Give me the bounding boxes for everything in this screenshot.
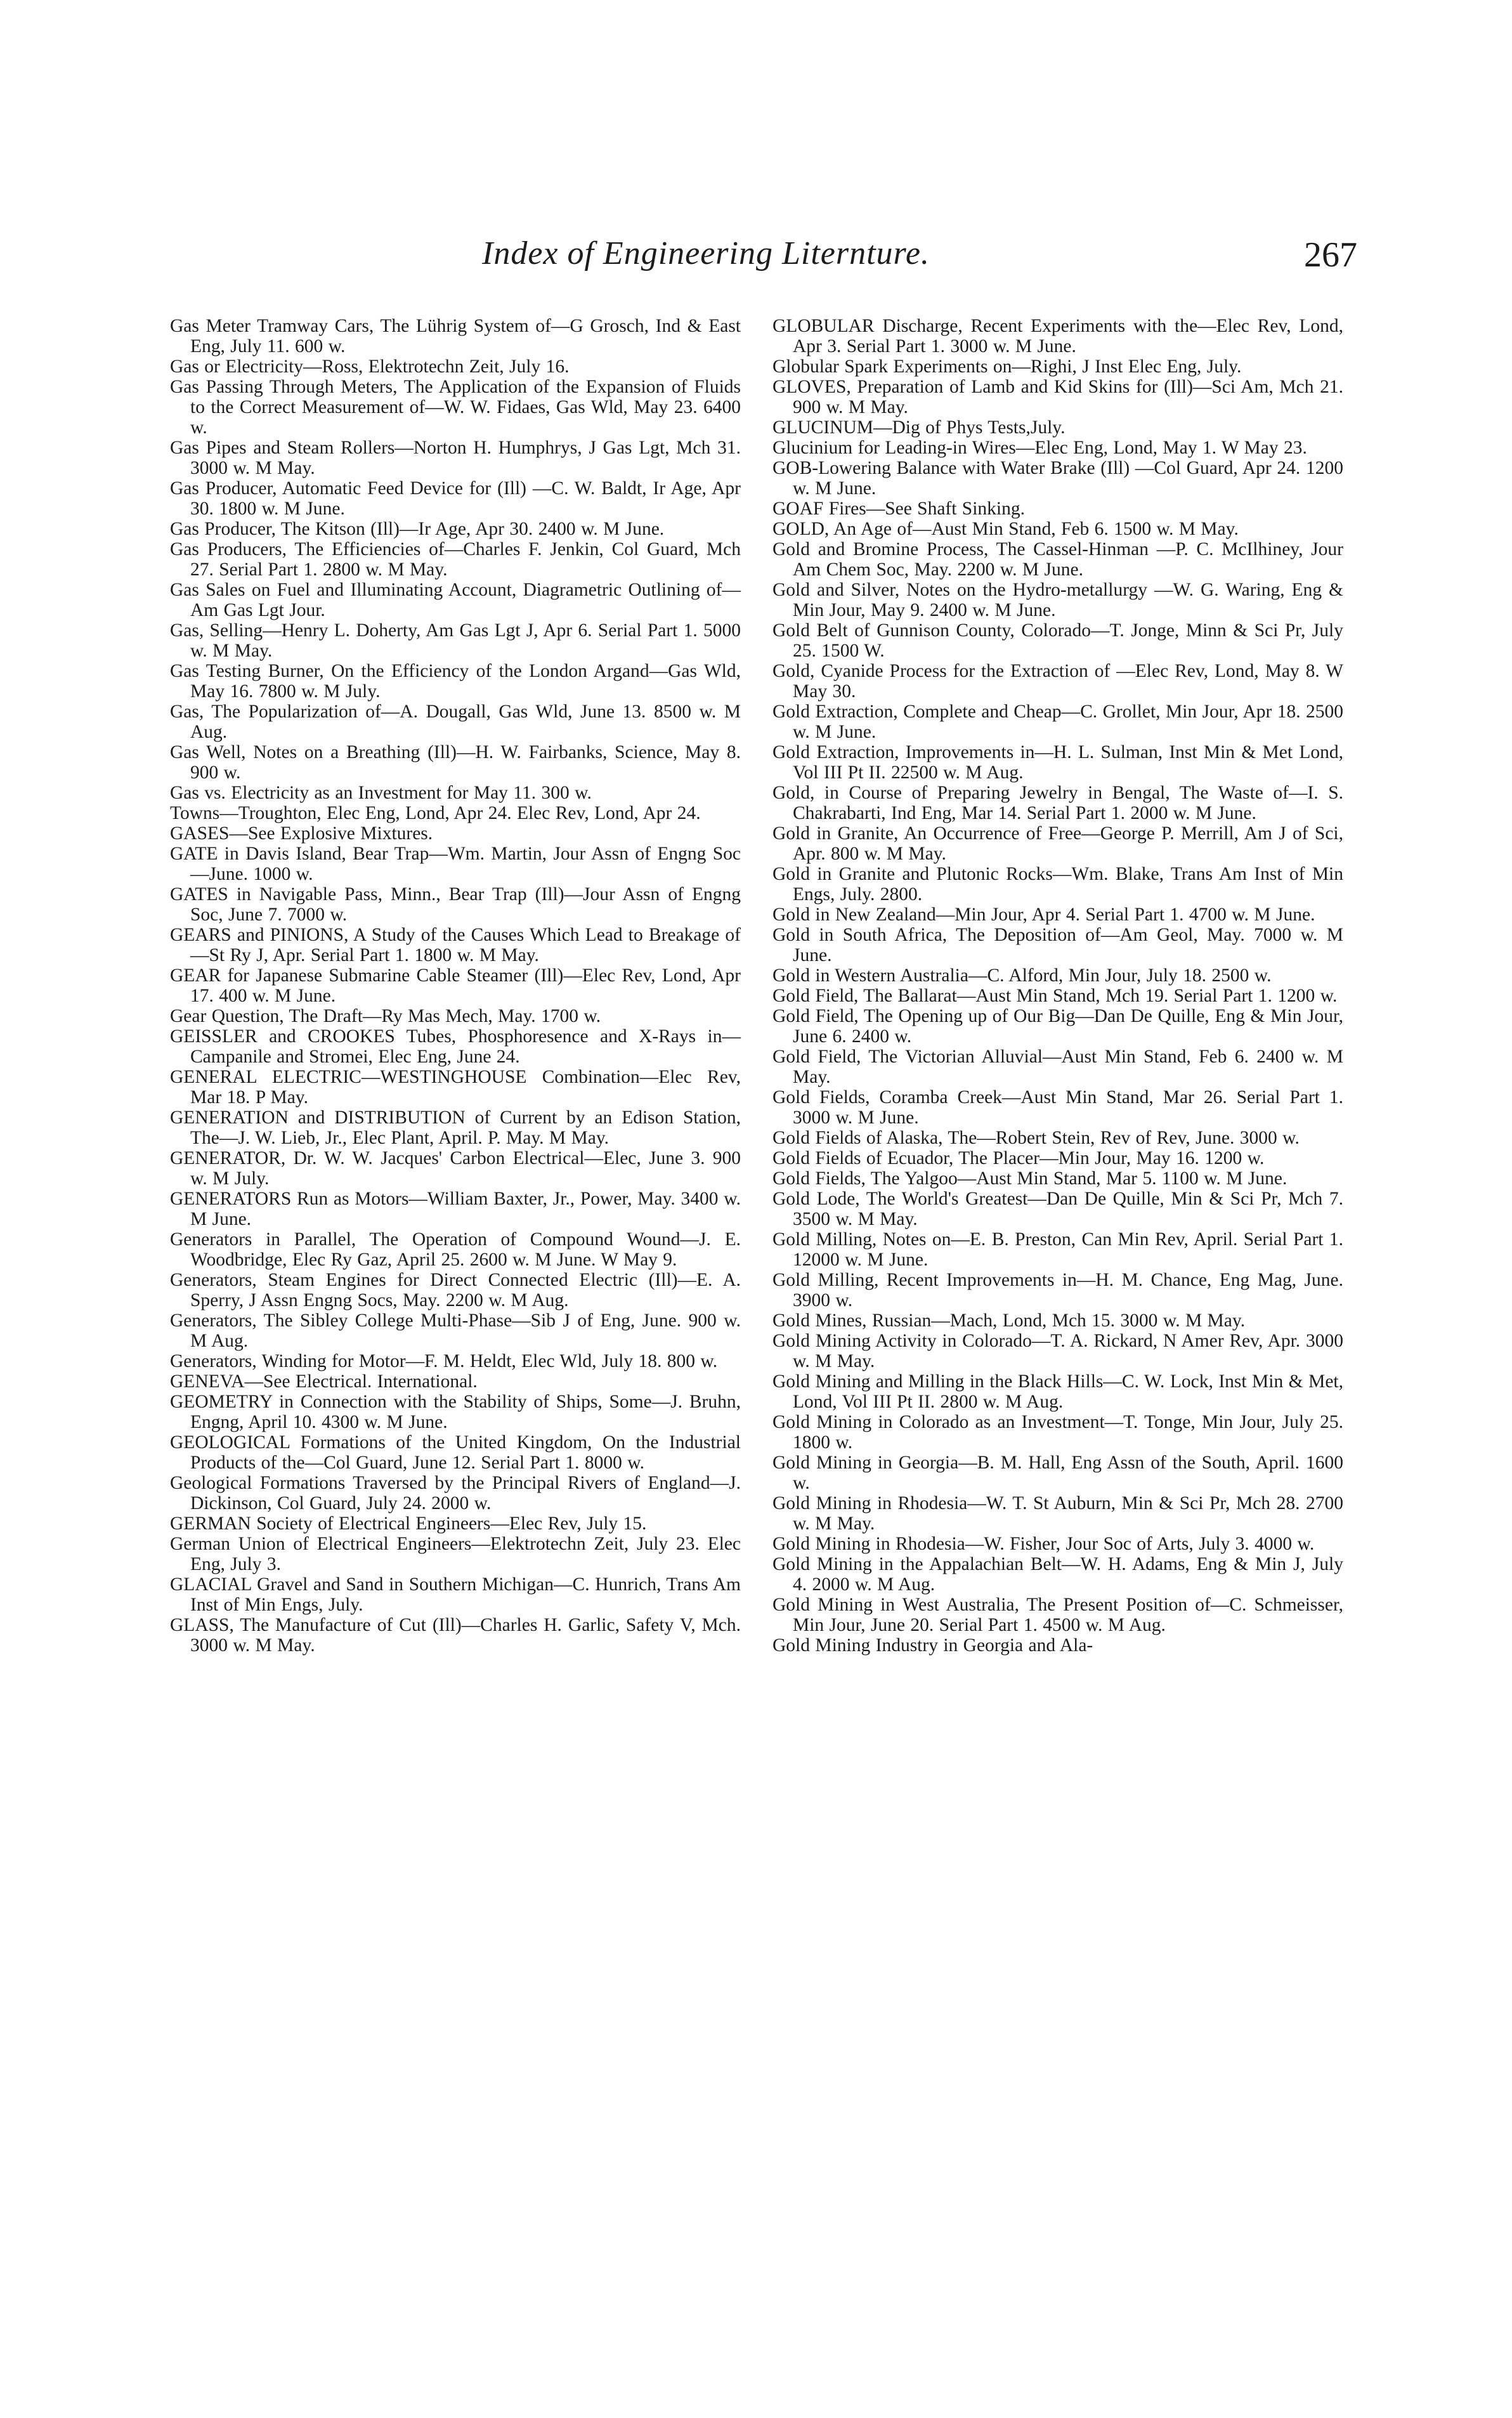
index-entry: GEARS and PINIONS, A Study of the Causes Which Lead to Breakage of—St Ry J, Apr. Serial Part 1. 1800 w. M May.	[170, 925, 741, 965]
index-entry: Globular Spark Experiments on—Righi, J Inst Elec Eng, July.	[772, 356, 1242, 377]
index-entry: Geological Formations Traversed by the Principal Rivers of England—J. Dickinson, Col Guard, July 24. 2000 w.	[170, 1473, 741, 1513]
index-entry: Gold and Bromine Process, The Cassel-Hinman —P. C. McIlhiney, Jour Am Chem Soc, May. 2200 w. M June.	[772, 539, 1343, 580]
index-entry: Gold Mining in Rhodesia—W. T. St Auburn, Min & Sci Pr, Mch 28. 2700 w. M May.	[772, 1493, 1343, 1534]
index-entry: Gold Mining in West Australia, The Present Position of—C. Schmeisser, Min Jour, June 20. Serial Part 1. 4500 w. M Aug.	[772, 1595, 1343, 1635]
index-entry: Gold Mines, Russian—Mach, Lond, Mch 15. 3000 w. M May.	[772, 1310, 1246, 1331]
index-entry: Gold Belt of Gunnison County, Colorado—T. Jonge, Minn & Sci Pr, July 25. 1500 W.	[772, 620, 1343, 661]
index-entry: Gold Milling, Recent Improvements in—H. M. Chance, Eng Mag, June. 3900 w.	[772, 1270, 1343, 1310]
index-entry: Generators, The Sibley College Multi-Phase—Sib J of Eng, June. 900 w. M Aug.	[170, 1310, 741, 1351]
index-entry: GEOLOGICAL Formations of the United Kingdom, On the Industrial Products of the—Col Guard, June 12. Serial Part 1. 8000 w.	[170, 1432, 741, 1473]
index-entry: Gold Mining in Colorado as an Investment—T. Tonge, Min Jour, July 25. 1800 w.	[772, 1412, 1343, 1453]
index-entry: Glucinium for Leading-in Wires—Elec Eng, Lond, May 1. W May 23.	[772, 438, 1307, 458]
running-title: Index of Engineering Liternture.	[482, 235, 930, 271]
index-entry: GENERAL ELECTRIC—WESTINGHOUSE Combination—Elec Rev, Mar 18. P May.	[170, 1067, 741, 1108]
index-entry: GATES in Navigable Pass, Minn., Bear Trap (Ill)—Jour Assn of Engng Soc, June 7. 7000 w.	[170, 884, 741, 925]
index-entry: Gas, The Popularization of—A. Dougall, Gas Wld, June 13. 8500 w. M Aug.	[170, 702, 741, 742]
index-entry: German Union of Electrical Engineers—Elektrotechn Zeit, July 23. Elec Eng, July 3.	[170, 1534, 741, 1574]
index-entry: GASES—See Explosive Mixtures.	[170, 823, 433, 844]
index-entry: GEISSLER and CROOKES Tubes, Phosphoresence and X-Rays in—Campanile and Stromei, Elec Eng, June 24.	[170, 1026, 741, 1067]
index-entry: Gold in Western Australia—C. Alford, Min Jour, July 18. 2500 w.	[772, 965, 1272, 986]
index-entry: Gold Fields, Coramba Creek—Aust Min Stand, Mar 26. Serial Part 1. 3000 w. M June.	[772, 1087, 1343, 1128]
index-entry: GOB-Lowering Balance with Water Brake (Ill) —Col Guard, Apr 24. 1200 w. M June.	[772, 458, 1343, 499]
page-header	[482, 235, 1357, 285]
index-entry: Generators, Steam Engines for Direct Connected Electric (Ill)—E. A. Sperry, J Assn Engng Socs, May. 2200 w. M Aug.	[170, 1270, 741, 1310]
index-entry: GOAF Fires—See Shaft Sinking.	[772, 499, 1025, 519]
index-entry: GEAR for Japanese Submarine Cable Steamer (Ill)—Elec Rev, Lond, Apr 17. 400 w. M June.	[170, 965, 741, 1006]
index-entry: Gold Mining Activity in Colorado—T. A. Rickard, N Amer Rev, Apr. 3000 w. M May.	[772, 1331, 1343, 1371]
index-entry: Gold, Cyanide Process for the Extraction of —Elec Rev, Lond, May 8. W May 30.	[772, 661, 1343, 702]
index-entry: Gas Producer, Automatic Feed Device for (Ill) —C. W. Baldt, Ir Age, Apr 30. 1800 w. M June.	[170, 478, 741, 519]
index-entry: Gas Meter Tramway Cars, The Lührig System of—G Grosch, Ind & East Eng, July 11. 600 w.	[170, 316, 741, 356]
index-entry: GERMAN Society of Electrical Engineers—Elec Rev, July 15.	[170, 1513, 647, 1534]
index-entry: Gas or Electricity—Ross, Elektrotechn Zeit, July 16.	[170, 356, 570, 377]
index-entry: Gold Mining in Rhodesia—W. Fisher, Jour Soc of Arts, July 3. 4000 w.	[772, 1534, 1315, 1554]
index-entry: Gold in South Africa, The Deposition of—Am Geol, May. 7000 w. M June.	[772, 925, 1343, 965]
index-entry: GLOBULAR Discharge, Recent Experiments with the—Elec Rev, Lond, Apr 3. Serial Part 1. 3000 w. M June.	[772, 316, 1343, 356]
index-entry: GOLD, An Age of—Aust Min Stand, Feb 6. 1500 w. M May.	[772, 519, 1239, 539]
left-column	[170, 316, 741, 1656]
index-entry: Gear Question, The Draft—Ry Mas Mech, May. 1700 w.	[170, 1006, 601, 1026]
index-entry: Towns—Troughton, Elec Eng, Lond, Apr 24. Elec Rev, Lond, Apr 24.	[170, 803, 701, 823]
index-entry: Gold, in Course of Preparing Jewelry in Bengal, The Waste of—I. S. Chakrabarti, Ind Eng, Mar 14. Serial Part 1. 2000 w. M June.	[772, 783, 1343, 823]
index-entry: Gas vs. Electricity as an Investment for May 11. 300 w.	[170, 783, 592, 803]
page-number: 267	[1304, 235, 1357, 275]
index-entry: Generators, Winding for Motor—F. M. Heldt, Elec Wld, July 18. 800 w.	[170, 1351, 718, 1371]
index-entry: Gold in Granite, An Occurrence of Free—George P. Merrill, Am J of Sci, Apr. 800 w. M May.	[772, 823, 1343, 864]
index-entry: Gold Mining in Georgia—B. M. Hall, Eng Assn of the South, April. 1600 w.	[772, 1453, 1343, 1493]
index-entry: Gold Field, The Opening up of Our Big—Dan De Quille, Eng & Min Jour, June 6. 2400 w.	[772, 1006, 1343, 1047]
index-entry: Gas Sales on Fuel and Illuminating Account, Diagrametric Outlining of—Am Gas Lgt Jour.	[170, 580, 741, 620]
index-entry: Gold Milling, Notes on—E. B. Preston, Can Min Rev, April. Serial Part 1. 12000 w. M June.	[772, 1229, 1343, 1270]
index-entry: GLACIAL Gravel and Sand in Southern Michigan—C. Hunrich, Trans Am Inst of Min Engs, July.	[170, 1574, 741, 1615]
index-entry: Gold Mining in the Appalachian Belt—W. H. Adams, Eng & Min J, July 4. 2000 w. M Aug.	[772, 1554, 1343, 1595]
index-entry: Gold Mining and Milling in the Black Hills—C. W. Lock, Inst Min & Met, Lond, Vol III Pt II. 2800 w. M Aug.	[772, 1371, 1343, 1412]
index-entry: Gold in New Zealand—Min Jour, Apr 4. Serial Part 1. 4700 w. M June.	[772, 905, 1315, 925]
index-entry: Generators in Parallel, The Operation of Compound Wound—J. E. Woodbridge, Elec Ry Gaz, April 25. 2600 w. M June. W May 9.	[170, 1229, 741, 1270]
index-entry: Gold Extraction, Improvements in—H. L. Sulman, Inst Min & Met Lond, Vol III Pt II. 22500 w. M Aug.	[772, 742, 1343, 783]
index-entry: GENERATORS Run as Motors—William Baxter, Jr., Power, May. 3400 w. M June.	[170, 1189, 741, 1229]
index-entry: Gas Producer, The Kitson (Ill)—Ir Age, Apr 30. 2400 w. M June.	[170, 519, 665, 539]
index-entry: GLUCINUM—Dig of Phys Tests,July.	[772, 417, 1066, 438]
index-entry: Gold Field, The Ballarat—Aust Min Stand, Mch 19. Serial Part 1. 1200 w.	[772, 986, 1338, 1006]
index-entry: GENERATOR, Dr. W. W. Jacques' Carbon Electrical—Elec, June 3. 900 w. M July.	[170, 1148, 741, 1189]
index-entry: Gold Field, The Victorian Alluvial—Aust Min Stand, Feb 6. 2400 w. M May.	[772, 1047, 1343, 1087]
index-entry: Gold in Granite and Plutonic Rocks—Wm. Blake, Trans Am Inst of Min Engs, July. 2800.	[772, 864, 1343, 905]
index-entry: Gold and Silver, Notes on the Hydro-metallurgy —W. G. Waring, Eng & Min Jour, May 9. 2400 w. M June.	[772, 580, 1343, 620]
index-entry: Gold Fields of Alaska, The—Robert Stein, Rev of Rev, June. 3000 w.	[772, 1128, 1300, 1148]
index-entry: Gas Producers, The Efficiencies of—Charles F. Jenkin, Col Guard, Mch 27. Serial Part 1. 2800 w. M May.	[170, 539, 741, 580]
index-entry: GENERATION and DISTRIBUTION of Current by an Edison Station, The—J. W. Lieb, Jr., Elec Plant, April. P. May. M May.	[170, 1108, 741, 1148]
index-entry: GEOMETRY in Connection with the Stability of Ships, Some—J. Bruhn, Engng, April 10. 4300 w. M June.	[170, 1392, 741, 1432]
index-entry: Gas Pipes and Steam Rollers—Norton H. Humphrys, J Gas Lgt, Mch 31. 3000 w. M May.	[170, 438, 741, 478]
index-entry: GLASS, The Manufacture of Cut (Ill)—Charles H. Garlic, Safety V, Mch. 3000 w. M May.	[170, 1615, 741, 1656]
index-entry: Gas Well, Notes on a Breathing (Ill)—H. W. Fairbanks, Science, May 8. 900 w.	[170, 742, 741, 783]
index-entry: Gold Fields of Ecuador, The Placer—Min Jour, May 16. 1200 w.	[772, 1148, 1265, 1168]
index-entry: Gas Testing Burner, On the Efficiency of the London Argand—Gas Wld, May 16. 7800 w. M July.	[170, 661, 741, 702]
index-entry: Gas, Selling—Henry L. Doherty, Am Gas Lgt J, Apr 6. Serial Part 1. 5000 w. M May.	[170, 620, 741, 661]
index-entry: GATE in Davis Island, Bear Trap—Wm. Martin, Jour Assn of Engng Soc—June. 1000 w.	[170, 844, 741, 884]
right-column	[772, 316, 1343, 1656]
index-entry: Gold Lode, The World's Greatest—Dan De Quille, Min & Sci Pr, Mch 7. 3500 w. M May.	[772, 1189, 1343, 1229]
index-entry: GENEVA—See Electrical. International.	[170, 1371, 478, 1392]
index-entry: GLOVES, Preparation of Lamb and Kid Skins for (Ill)—Sci Am, Mch 21. 900 w. M May.	[772, 377, 1343, 417]
index-entry: Gold Extraction, Complete and Cheap—C. Grollet, Min Jour, Apr 18. 2500 w. M June.	[772, 702, 1343, 742]
index-entry: Gold Mining Industry in Georgia and Ala-	[772, 1635, 1093, 1656]
index-entry: Gas Passing Through Meters, The Application of the Expansion of Fluids to the Correct Measurement of—W. W. Fidaes, Gas Wld, May 23. 6400 w.	[170, 377, 741, 438]
index-entry: Gold Fields, The Yalgoo—Aust Min Stand, Mar 5. 1100 w. M June.	[772, 1168, 1287, 1189]
